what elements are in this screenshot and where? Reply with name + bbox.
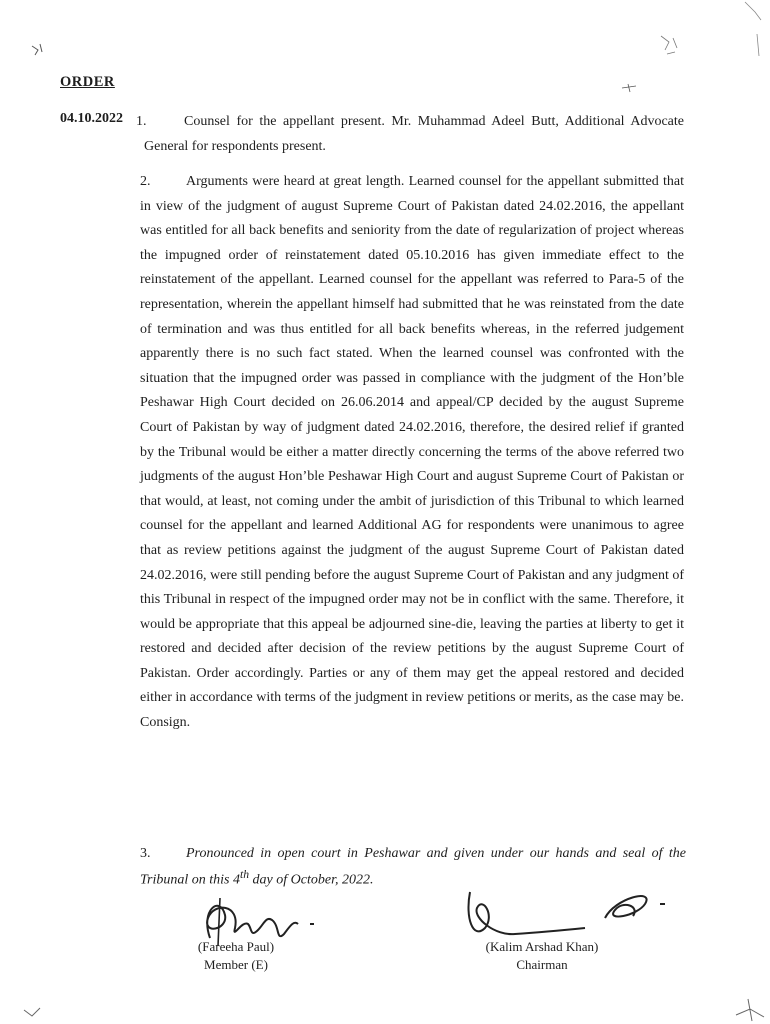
paragraph-1-number: 1. [136, 114, 147, 129]
chairman-title: Chairman [516, 957, 568, 972]
chairman-name: (Kalim Arshad Khan) [485, 939, 599, 954]
scan-mark-bottom-left [20, 1000, 50, 1020]
paragraph-2-text: Arguments were heard at great length. Learned counsel for the appellant submitted that in view of the judgment of august Supreme Court of Pakistan dated 24.02.2016, the appellant was entitled for all back benefits and seniority from the date of regularization of project whereas the impugned order of reinstatement dated 05.10.2016 has given immediate effect to the reinstatement of the appellant. Learned counsel for the appellant was referred to Para-5 of the representation, wherein the appellant himself had submitted that he was reinstated from the date of termination and was thus entitled for all back benefits whereas, in the referred judgement apparently there is no such fact stated. When the learned counsel was confronted with the situation that the impugned order was passed in compliance with the judgment of the Hon’ble Peshawar High Court decided on 26.06.2014 and appeal/CP decided by the august Supreme Court of Pakistan by way of judgment dated 24.02.2016, therefore, the desired relief if granted by the Tribunal would be either a matter directly concerning the terms of the above referred two judgments of the august Hon’ble Peshawar High Court and august Supreme Court of Pakistan or that would, at least, not coming under the ambit of jurisdiction of this Tribunal to which learned counsel for the appellant and learned Additional AG for respondents were unanimous to agree that as review petitions against the judgment of the august Supreme Court of Pakistan dated 24.02.2016, were still pending before the august Supreme Court of Pakistan and any judgment of this Tribunal in respect of the impugned order may not be in conflict with the same. Therefore, it would be appropriate that this appeal be adjourned sine-die, leaving the parties at liberty to get it restored and decided after decision of the review petitions by the august Supreme Court of Pakistan. Order accordingly. Parties or any of them may get the appeal restored and decided either in accordance with terms of the judgment in review petitions or merits, as the case may be. Consign. [140, 174, 684, 731]
paragraph-2-number: 2. [140, 174, 151, 189]
paragraph-1 [136, 109, 684, 159]
paragraph-2 [140, 170, 684, 736]
order-heading: ORDER [60, 74, 115, 90]
order-date: 04.10.2022 [60, 111, 123, 126]
scan-mark-top-left [28, 40, 48, 60]
scan-mark-small [620, 82, 640, 94]
paragraph-3-text-before: Pronounced in open court in Peshawar and given under our hands and seal of the Tribunal on this 4 [140, 846, 686, 888]
member-signature-block [186, 938, 286, 974]
scan-edge-mark [735, 0, 770, 60]
paragraph-1-text: Counsel for the appellant present. Mr. Muhammad Adeel Butt, Additional Advocate General for respondents present. [144, 114, 684, 154]
paragraph-3-number: 3. [140, 846, 151, 861]
member-title: Member (E) [204, 957, 268, 972]
scan-mark-bottom-right [730, 995, 770, 1024]
member-name: (Fareeha Paul) [197, 939, 275, 954]
chairman-signature-block [462, 938, 622, 974]
paragraph-3-text-after: day of October, 2022. [249, 872, 374, 888]
paragraph-3-superscript: th [239, 868, 250, 881]
scan-mark-top-right [655, 30, 685, 60]
